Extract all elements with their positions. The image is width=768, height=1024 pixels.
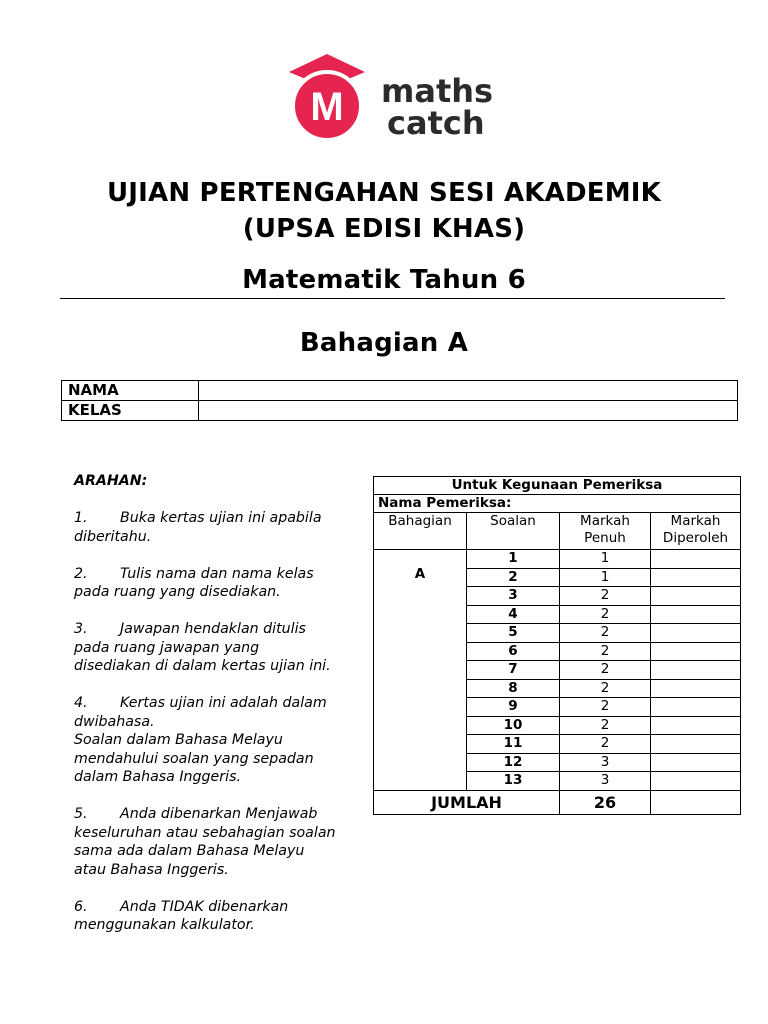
- instruction-number: 5.: [74, 806, 88, 822]
- question-number: 5: [467, 624, 560, 643]
- question-number: 6: [467, 642, 560, 661]
- obtained-marks-cell[interactable]: [651, 624, 741, 643]
- instructions-title: ARAHAN:: [74, 473, 148, 489]
- examiner-table-title: Untuk Kegunaan Pemeriksa: [374, 477, 741, 495]
- full-marks: 2: [560, 587, 651, 606]
- instruction-text: Buka kertas ujian ini apabila: [120, 510, 322, 526]
- class-field[interactable]: [199, 401, 738, 421]
- instruction-text: dalam Bahasa Inggeris.: [74, 769, 241, 785]
- full-marks: 2: [560, 605, 651, 624]
- obtained-marks-cell[interactable]: [651, 642, 741, 661]
- obtained-marks-cell[interactable]: [651, 587, 741, 606]
- col-header-question: Soalan: [467, 513, 560, 550]
- question-number: 11: [467, 735, 560, 754]
- obtained-marks-cell[interactable]: [651, 772, 741, 791]
- question-number: 8: [467, 679, 560, 698]
- full-marks: 3: [560, 753, 651, 772]
- question-number: 7: [467, 661, 560, 680]
- instruction-number: 2.: [74, 565, 88, 582]
- full-marks: 1: [560, 568, 651, 587]
- total-row: [374, 790, 741, 814]
- instructions: [74, 472, 364, 953]
- examiner-table: [373, 476, 741, 815]
- instruction-text: sama ada dalam Bahasa Melayu: [74, 843, 305, 859]
- instruction-item: [74, 509, 364, 546]
- divider: [60, 298, 725, 299]
- full-marks: 2: [560, 735, 651, 754]
- instruction-text: Tulis nama dan nama kelas: [120, 565, 314, 582]
- instruction-text: Anda TIDAK dibenarkan: [120, 898, 289, 915]
- instruction-number: 6.: [74, 898, 88, 915]
- instruction-text: Kertas ujian ini adalah dalam: [120, 695, 327, 711]
- instruction-item: [74, 898, 364, 935]
- instruction-text: Jawapan hendaklan ditulis: [120, 621, 306, 637]
- obtained-marks-cell[interactable]: [651, 550, 741, 569]
- full-marks: 2: [560, 679, 651, 698]
- name-label: NAMA: [62, 381, 199, 401]
- section-cell: A: [374, 550, 467, 791]
- instruction-text: atau Bahasa Inggeris.: [74, 861, 229, 878]
- full-marks: 2: [560, 661, 651, 680]
- question-number: 4: [467, 605, 560, 624]
- name-row: [62, 381, 738, 401]
- question-number: 3: [467, 587, 560, 606]
- obtained-marks-cell[interactable]: [651, 661, 741, 680]
- total-obtained-cell[interactable]: [651, 790, 741, 814]
- instruction-text: diberitahu.: [74, 528, 152, 545]
- question-number: 12: [467, 753, 560, 772]
- instruction-number: 1.: [74, 510, 88, 526]
- question-number: 13: [467, 772, 560, 791]
- full-marks: 3: [560, 772, 651, 791]
- instruction-text: mendahului soalan yang sepadan: [74, 750, 314, 767]
- student-info-table: [61, 380, 738, 421]
- instruction-text: Soalan dalam Bahasa Melayu: [74, 732, 283, 748]
- instruction-item: [74, 620, 364, 676]
- col-header-obtained-marks: Markah Diperoleh: [651, 513, 741, 550]
- subject-title: Matematik Tahun 6: [242, 265, 526, 295]
- instruction-number: 4.: [74, 695, 88, 711]
- instruction-text: keseluruhan atau sebahagian soalan: [74, 824, 336, 841]
- obtained-marks-cell[interactable]: [651, 679, 741, 698]
- total-label: JUMLAH: [374, 790, 560, 814]
- exam-title-line2: (UPSA EDISI KHAS): [242, 214, 526, 244]
- instruction-text: Anda dibenarkan Menjawab: [120, 806, 318, 822]
- instruction-text: pada ruang jawapan yang: [74, 639, 260, 656]
- obtained-marks-cell[interactable]: [651, 735, 741, 754]
- table-row: [374, 550, 741, 569]
- obtained-marks-cell[interactable]: [651, 716, 741, 735]
- instruction-item: [74, 694, 364, 787]
- examiner-name-label: Nama Pemeriksa:: [374, 495, 741, 513]
- obtained-marks-cell[interactable]: [651, 698, 741, 717]
- col-header-full-marks: Markah Penuh: [560, 513, 651, 550]
- class-label: KELAS: [62, 401, 199, 421]
- instruction-text: menggunakan kalkulator.: [74, 917, 255, 933]
- col-header-section: Bahagian: [374, 513, 467, 550]
- section-title: Bahagian A: [299, 328, 469, 358]
- full-marks: 2: [560, 624, 651, 643]
- class-row: [62, 401, 738, 421]
- full-marks: 1: [560, 550, 651, 569]
- question-number: 2: [467, 568, 560, 587]
- logo-letter: M: [310, 85, 344, 129]
- exam-title-line1: UJIAN PERTENGAHAN SESI AKADEMIK: [106, 178, 662, 208]
- instruction-item: [74, 805, 364, 879]
- instruction-number: 3.: [74, 621, 88, 637]
- question-number: 10: [467, 716, 560, 735]
- full-marks: 2: [560, 642, 651, 661]
- instruction-item: [74, 565, 364, 602]
- name-field[interactable]: [199, 381, 738, 401]
- obtained-marks-cell[interactable]: [651, 753, 741, 772]
- total-full-marks: 26: [560, 790, 651, 814]
- instruction-text: dwibahasa.: [74, 713, 155, 730]
- question-number: 1: [467, 550, 560, 569]
- logo-word-catch: catch: [387, 104, 485, 142]
- full-marks: 2: [560, 716, 651, 735]
- instruction-text: disediakan di dalam kertas ujian ini.: [74, 658, 331, 674]
- question-number: 9: [467, 698, 560, 717]
- logo-word-maths: maths: [381, 72, 494, 110]
- obtained-marks-cell[interactable]: [651, 605, 741, 624]
- full-marks: 2: [560, 698, 651, 717]
- maths-catch-logo: [283, 44, 503, 144]
- obtained-marks-cell[interactable]: [651, 568, 741, 587]
- instruction-text: pada ruang yang disediakan.: [74, 584, 281, 600]
